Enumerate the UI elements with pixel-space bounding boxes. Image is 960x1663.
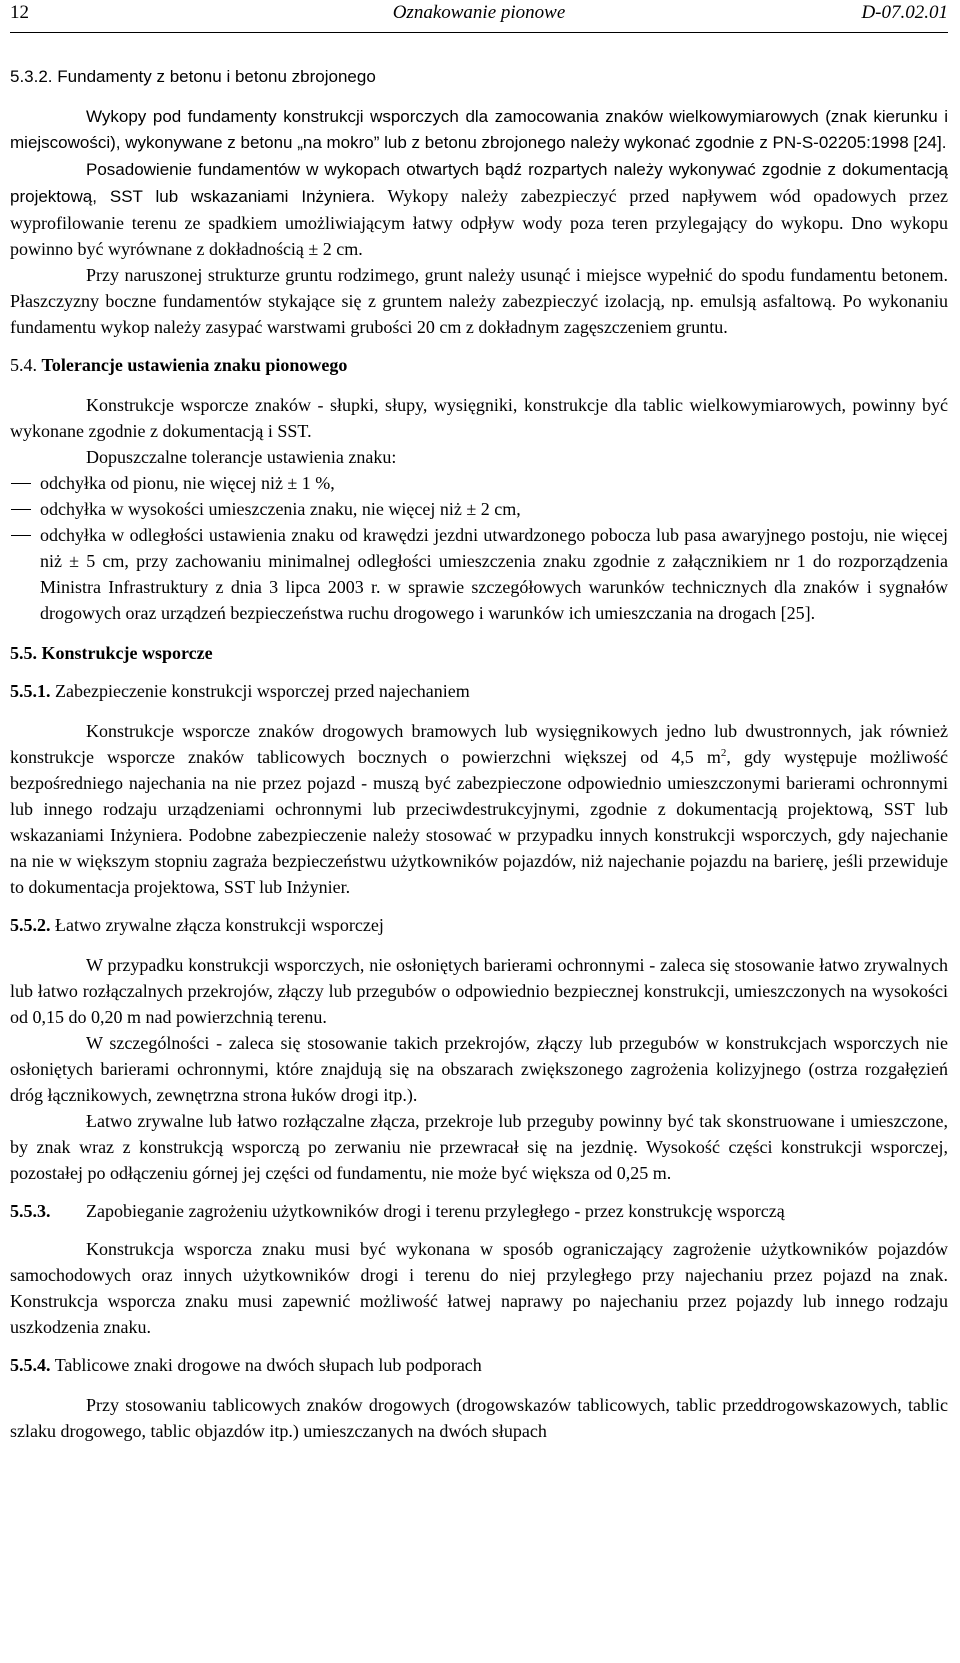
section-heading-5-5-1 bbox=[10, 678, 948, 704]
section-number: 5.5.1. bbox=[10, 681, 51, 701]
section-heading-5-3-2 bbox=[10, 64, 948, 90]
section-heading-5-5-2 bbox=[10, 912, 948, 938]
page-content bbox=[10, 64, 948, 1444]
paragraph: Dopuszczalne tolerancje ustawienia znaku: bbox=[86, 447, 397, 467]
section-number: 5.5. bbox=[10, 643, 37, 663]
section-number: 5.5.4. bbox=[10, 1355, 51, 1375]
superscript: 2 bbox=[720, 747, 727, 759]
section-title: Zapobieganie zagrożeniu użytkowników drogi i terenu przyległego - przez konstrukcję wsporczą bbox=[86, 1201, 785, 1221]
paragraph bbox=[10, 156, 948, 262]
paragraph: Konstrukcje wsporcze znaków - słupki, słupy, wysięgniki, konstrukcje dla tablic wielkowymiarowych, powinny być wykonane zgodnie z dokumentacją i SST. bbox=[10, 395, 948, 441]
section-title: Tablicowe znaki drogowe na dwóch słupach lub podporach bbox=[54, 1355, 482, 1375]
paragraph: W przypadku konstrukcji wsporczych, nie osłoniętych barierami ochronnymi - zaleca się stosowanie łatwo zrywalnych lub łatwo rozłączalnych przekrojów, złączy lub przegubów o odpowiednio bezpiecznej konstrukcji, umieszczonych na wysokości od 0,15 do 0,20 m nad powierzchnią terenu. bbox=[10, 955, 948, 1027]
paragraph bbox=[10, 718, 948, 900]
paragraph: Łatwo zrywalne lub łatwo rozłączalne złącza, przekroje lub przeguby powinny być tak skonstruowane i umieszczone, by znak wraz z konstrukcją wsporczą po zerwaniu nie przewracał się na jezdnię. Wysokość części konstrukcji wsporczej, pozostałej po odłączeniu górnej jej części od fundamentu, nie może być większa od 0,25 m. bbox=[10, 1111, 948, 1183]
section-title: Łatwo zrywalne złącza konstrukcji wsporczej bbox=[55, 915, 384, 935]
list-item: odchyłka w wysokości umieszczenia znaku, nie więcej niż ± 2 cm, bbox=[10, 496, 948, 522]
page-header bbox=[10, 0, 948, 30]
paragraph: Przy naruszonej strukturze gruntu rodzimego, grunt należy usunąć i miejsce wypełnić do spodu fundamentu betonem. Płaszczyzny boczne fundamentów stykające się z gruntem należy zabezpieczyć izolacją, np. emulsją asfaltową. Po wykonaniu fundamentu wykop należy zasypać warstwami grubości 20 cm z dokładnym zagęszczeniem gruntu. bbox=[10, 265, 948, 337]
paragraph-text: Konstrukcje wsporcze znaków drogowych bramowych lub wysięgnikowych jedno lub dwustronnych, jak również konstrukcje wsporcze znaków tablicowych bocznych o powierzchni większej od 4,5 m bbox=[10, 721, 948, 767]
section-number: 5.3.2. bbox=[10, 67, 53, 86]
section-heading-5-5-4 bbox=[10, 1352, 948, 1378]
section-number: 5.4. bbox=[10, 355, 37, 375]
list-item: odchyłka od pionu, nie więcej niż ± 1 %, bbox=[10, 470, 948, 496]
page-number: 12 bbox=[10, 2, 29, 23]
section-heading-5-5-3 bbox=[10, 1198, 948, 1224]
paragraph: W szczególności - zaleca się stosowanie takich przekrojów, złączy lub przegubów w konstrukcjach wsporczych nie osłoniętych barierami ochronnymi, które znajdują się na obszarach zwiększonego zagrożenia kolizyjnego (ostrza rozgałęzień dróg łącznikowych, zewnętrzna strona łuków drogi itp.). bbox=[10, 1033, 948, 1105]
paragraph-text: Posadowienie fundamentów w wykopach otwartych bądź rozpartych należy wykonywać zgodnie z dokumentacją projektową, SST lub wskazaniami Inżyniera. bbox=[10, 160, 948, 206]
section-number: 5.5.2. bbox=[10, 915, 51, 935]
paragraph-text: , gdy występuje możliwość bezpośredniego najechania na nie przez pojazd - muszą być zabezpieczone odpowiednio umieszczonymi barierami ochronnymi lub innego rodzaju urządzeniami ochronnymi lub przeciwdestrukcyjnymi, zgodnie z dokumentacją projektową, SST lub wskazaniami Inżyniera. Podobne zabezpieczenie należy stosować w przypadku innych konstrukcji wsporczych, gdy najechanie na nie w większym stopniu zagraża bezpieczeństwu użytkowników pojazdów, niż najechanie pojazdu na barierę, jeśli przewiduje to dokumentacja projektowa, SST lub Inżynier. bbox=[10, 747, 948, 897]
section-title: Konstrukcje wsporcze bbox=[41, 643, 213, 663]
section-heading-5-5 bbox=[10, 640, 948, 666]
paragraph: Konstrukcja wsporcza znaku musi być wykonana w sposób ograniczający zagrożenie użytkowników pojazdów samochodowych oraz innych użytkowników drogi i terenu do niej przyległego przy najechaniu przez pojazd na znak. Konstrukcja wsporcza znaku musi zapewnić możliwość łatwej naprawy po najechaniu przez pojazdy lub innego rodzaju uszkodzenia znaku. bbox=[10, 1239, 948, 1337]
document-code: D-07.02.01 bbox=[861, 2, 948, 23]
list-item: odchyłka w odległości ustawienia znaku od krawędzi jezdni utwardzonego pobocza lub pasa awaryjnego postoju, nie więcej niż ± 5 cm, przy zachowaniu minimalnej odległości umieszczenia znaku zgodnie z załącznikiem nr 1 do rozporządzenia Ministra Infrastruktury z dnia 3 lipca 2003 r. w sprawie szczegółowych warunków technicznych dla znaków i sygnałów drogowych oraz urządzeń bezpieczeństwa ruchu drogowego i warunków ich umieszczania na drogach [25]. bbox=[10, 522, 948, 626]
section-title: Fundamenty z betonu i betonu zbrojonego bbox=[57, 67, 376, 86]
section-title: Tolerancje ustawienia znaku pionowego bbox=[41, 355, 348, 375]
paragraph: Wykopy pod fundamenty konstrukcji wsporczych dla zamocowania znaków wielkowymiarowych (znak kierunku i miejscowości), wykonywane z betonu „na mokro” lub z betonu zbrojonego należy wykonać zgodnie z PN-S-02205:1998 [24]. bbox=[10, 107, 948, 152]
paragraph-text: Wykopy należy zabezpieczyć przed napływem wód opadowych przez wyprofilowanie terenu ze spadkiem umożliwiającym łatwy odpływ wody poza teren przylegający do wykopu. Dno wykopu powinno być wyrównane z dokładnością ± 2 cm. bbox=[10, 186, 948, 259]
tolerance-list bbox=[10, 470, 948, 626]
paragraph: Przy stosowaniu tablicowych znaków drogowych (drogowskazów tablicowych, tablic przeddrogowskazowych, tablic szlaku drogowego, tablic objazdów itp.) umieszczanych na dwóch słupach bbox=[10, 1395, 948, 1441]
section-title: Zabezpieczenie konstrukcji wsporczej przed najechaniem bbox=[55, 681, 470, 701]
running-title: Oznakowanie pionowe bbox=[392, 2, 566, 23]
header-divider bbox=[10, 32, 948, 33]
section-heading-5-4 bbox=[10, 352, 948, 378]
section-number: 5.5.3. bbox=[10, 1201, 51, 1221]
